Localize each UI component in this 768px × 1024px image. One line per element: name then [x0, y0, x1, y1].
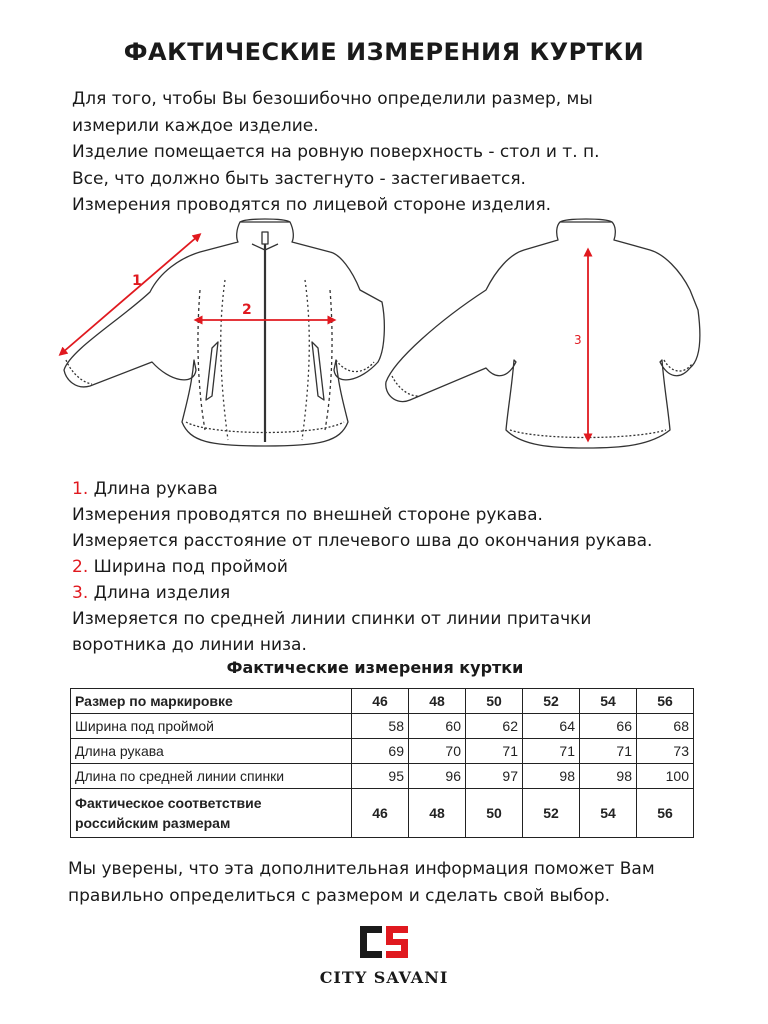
legend-item-1: [72, 476, 752, 502]
table-row: [71, 764, 694, 789]
table-cell: 71: [466, 739, 523, 764]
closing-line: Мы уверены, что эта дополнительная информация поможет Вам: [68, 859, 655, 879]
table-cell: 50: [466, 789, 523, 838]
legend-number: 3.: [72, 583, 89, 603]
intro-line: Изделие помещается на ровную поверхность - стол и т. п.: [72, 142, 600, 162]
size-header-cell: 56: [637, 689, 694, 714]
legend-label: Длина рукава: [93, 479, 218, 499]
table-header-label: Размер по маркировке: [71, 689, 352, 714]
measure-label-length: 3: [574, 333, 582, 347]
size-header-cell: 46: [352, 689, 409, 714]
table-cell: 71: [523, 739, 580, 764]
brand-name: CITY SAVANI: [319, 968, 449, 987]
measure-label-width: 2: [242, 302, 252, 318]
table-cell: 68: [637, 714, 694, 739]
closing-line: правильно определиться с размером и сделать свой выбор.: [68, 885, 611, 906]
row-label: Длина по средней линии спинки: [71, 764, 352, 789]
legend-label: Ширина под проймой: [93, 557, 288, 577]
intro-text: [72, 86, 732, 219]
size-header-cell: 54: [580, 689, 637, 714]
legend-item-2: [72, 554, 752, 580]
table-cell: 96: [409, 764, 466, 789]
jacket-diagrams: [0, 210, 768, 470]
table-cell: 71: [580, 739, 637, 764]
table-row: [71, 714, 694, 739]
legend-number: 1.: [72, 479, 89, 499]
ru-label-line: Фактическое соответствие: [75, 795, 262, 811]
ru-label-line: российским размерам: [75, 815, 231, 831]
table-cell: 56: [637, 789, 694, 838]
table-cell: 48: [409, 789, 466, 838]
table-cell: 62: [466, 714, 523, 739]
table-cell: 66: [580, 714, 637, 739]
table-cell: 97: [466, 764, 523, 789]
closing-text: [68, 856, 758, 909]
brand-mark-icon: [356, 924, 412, 960]
table-cell: 69: [352, 739, 409, 764]
brand-logo: [0, 924, 768, 987]
measure-label-sleeve: 1: [132, 273, 142, 289]
table-row-russian-sizes: [71, 789, 694, 838]
intro-line: Для того, чтобы Вы безошибочно определили размер, мы: [72, 89, 593, 109]
measurement-legend: [72, 476, 752, 658]
jacket-front-drawing: [64, 219, 384, 446]
page-title: ФАКТИЧЕСКИЕ ИЗМЕРЕНИЯ КУРТКИ: [123, 38, 645, 66]
table-cell: 73: [637, 739, 694, 764]
table-cell: 54: [580, 789, 637, 838]
table-cell: 98: [580, 764, 637, 789]
table-cell: 70: [409, 739, 466, 764]
table-title: Фактические измерения куртки: [226, 658, 524, 677]
legend-desc: Измеряется по средней линии спинки от линии притачки: [72, 609, 592, 629]
size-table: [70, 688, 694, 838]
row-label: Длина рукава: [71, 739, 352, 764]
size-header-cell: 50: [466, 689, 523, 714]
legend-desc: воротника до линии низа.: [72, 635, 307, 655]
table-cell: 64: [523, 714, 580, 739]
back-measurements: [574, 252, 588, 438]
table-cell: 98: [523, 764, 580, 789]
size-header-cell: 48: [409, 689, 466, 714]
legend-item-3: [72, 580, 752, 606]
intro-line: Все, что должно быть застегнуто - застегивается.: [72, 168, 526, 189]
table-header-row: [71, 689, 694, 714]
table-cell: 100: [637, 764, 694, 789]
size-header-cell: 52: [523, 689, 580, 714]
table-cell: 46: [352, 789, 409, 838]
table-row: [71, 739, 694, 764]
table-cell: 95: [352, 764, 409, 789]
intro-line: измерили каждое изделие.: [72, 115, 319, 136]
intro-line: Измерения проводятся по лицевой стороне изделия.: [72, 195, 552, 215]
legend-desc: Измеряется расстояние от плечевого шва до окончания рукава.: [72, 531, 653, 551]
row-label: Ширина под проймой: [71, 714, 352, 739]
table-cell: 60: [409, 714, 466, 739]
table-cell: 52: [523, 789, 580, 838]
legend-desc: Измерения проводятся по внешней стороне рукава.: [72, 505, 543, 525]
jacket-back-drawing: [386, 219, 700, 448]
row-label: [71, 789, 352, 838]
legend-label: Длина изделия: [93, 583, 231, 603]
legend-number: 2.: [72, 557, 89, 577]
table-cell: 58: [352, 714, 409, 739]
